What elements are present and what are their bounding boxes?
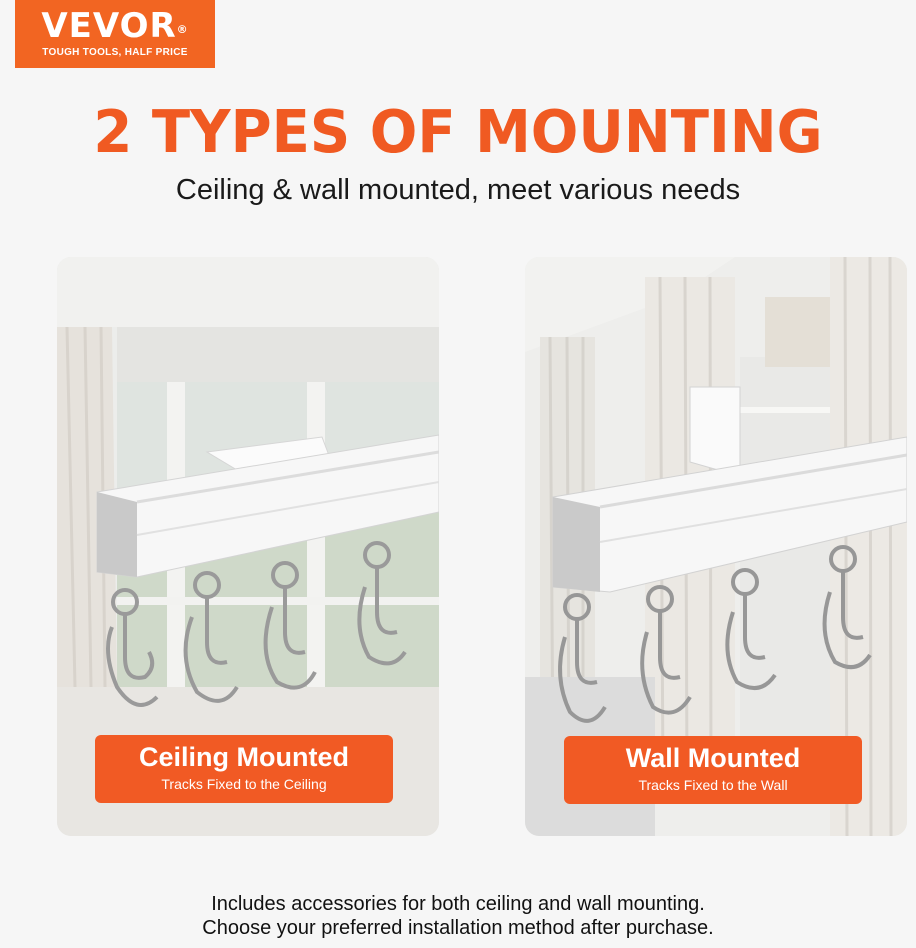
- registered-mark: ®: [176, 23, 189, 36]
- wall-mount-panel: [525, 257, 907, 836]
- ceiling-mount-label: [95, 735, 393, 803]
- logo-tagline: TOUGH TOOLS, HALF PRICE: [42, 47, 188, 58]
- footer-line-1: Includes accessories for both ceiling and wall mounting.: [211, 893, 705, 915]
- wall-mount-subtitle: Tracks Fixed to the Wall: [638, 777, 788, 793]
- wall-mount-title: Wall Mounted: [625, 743, 801, 773]
- headline: 2 TYPES OF MOUNTING: [93, 98, 823, 167]
- subheadline: Ceiling & wall mounted, meet various needs: [175, 174, 741, 206]
- ceiling-mount-subtitle: Tracks Fixed to the Ceiling: [161, 776, 327, 792]
- logo-brand: VEVOR: [41, 6, 177, 46]
- wall-mount-label: [564, 736, 862, 804]
- vevor-logo: [15, 0, 215, 68]
- ceiling-mount-panel: [57, 257, 439, 836]
- footer-note: [0, 892, 916, 940]
- footer-line-2: Choose your preferred installation method after purchase.: [202, 917, 714, 939]
- ceiling-mount-title: Ceiling Mounted: [139, 742, 349, 772]
